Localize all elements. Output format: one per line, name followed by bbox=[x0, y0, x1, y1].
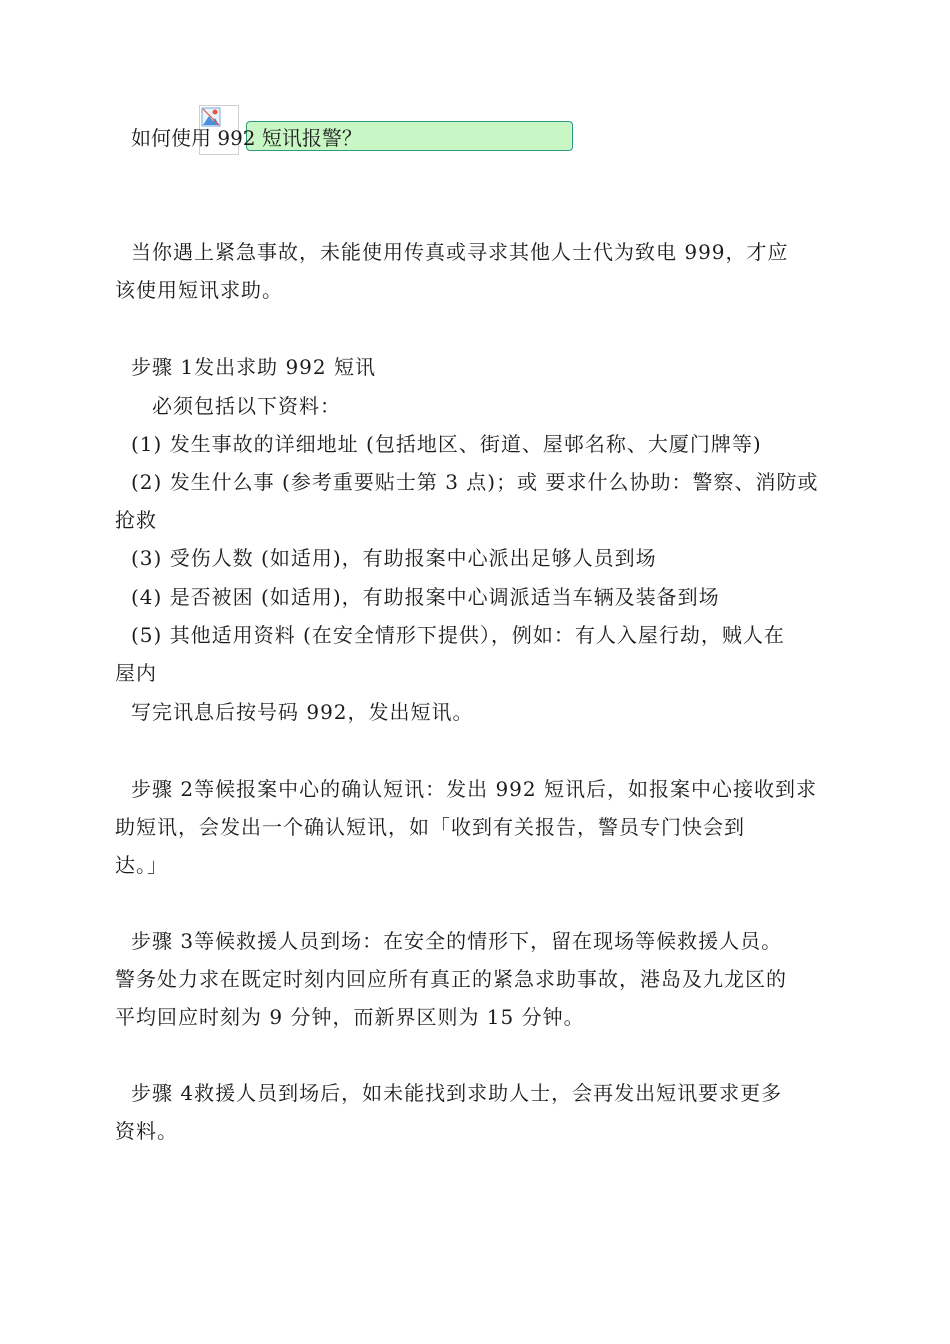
step1-item bbox=[115, 463, 840, 539]
step1-after: 写完讯息后按号码 992，发出短讯。 bbox=[131, 700, 474, 724]
item-line: 抢救 bbox=[115, 508, 157, 532]
item-line: (1) 发生事故的详细地址 (包括地区、街道、屋邨名称、大厦门牌等) bbox=[131, 432, 762, 456]
item-line: 屋内 bbox=[115, 661, 157, 685]
intro-line: 当你遇上紧急事故，未能使用传真或寻求其他人士代为致电 999，才应 bbox=[131, 240, 789, 264]
step2-line: 助短讯，会发出一个确认短讯，如「收到有关报告，警员专门快会到 bbox=[115, 815, 745, 839]
step3-line: 平均回应时刻为 9 分钟，而新界区则为 15 分钟。 bbox=[115, 1005, 585, 1029]
step4-line: 资料。 bbox=[115, 1119, 178, 1143]
step1-item bbox=[115, 616, 840, 692]
step3-paragraph bbox=[115, 922, 840, 1036]
item-line: (2) 发生什么事 (参考重要贴士第 3 点)；或 要求什么协助：警察、消防或 bbox=[131, 470, 819, 494]
step3-line: 警务处力求在既定时刻内回应所有真正的紧急求助事故，港岛及九龙区的 bbox=[115, 967, 787, 991]
step3-line: 步骤 3等候救援人员到场：在安全的情形下，留在现场等候救援人员。 bbox=[131, 929, 783, 953]
item-line: (3) 受伤人数 (如适用)，有助报案中心派出足够人员到场 bbox=[131, 546, 657, 570]
step2-paragraph bbox=[115, 770, 840, 884]
step1-must-include: 必须包括以下资料： bbox=[152, 394, 341, 418]
item-line: (4) 是否被困 (如适用)，有助报案中心调派适当车辆及装备到场 bbox=[131, 585, 720, 609]
item-line: (5) 其他适用资料 (在安全情形下提供），例如：有人入屋行劫，贼人在 bbox=[131, 623, 785, 647]
intro-paragraph bbox=[115, 233, 840, 309]
step1-heading: 步骤 1发出求助 992 短讯 bbox=[131, 355, 376, 379]
step2-line: 达。」 bbox=[115, 853, 168, 877]
page-title: 如何使用 992 短讯报警？ bbox=[131, 126, 362, 150]
step4-paragraph bbox=[115, 1074, 840, 1150]
step1-item bbox=[115, 425, 840, 463]
step1-item bbox=[115, 539, 840, 577]
intro-line: 该使用短讯求助。 bbox=[115, 278, 283, 302]
step4-line: 步骤 4救援人员到场后，如未能找到求助人士，会再发出短讯要求更多 bbox=[131, 1081, 783, 1105]
step2-line: 步骤 2等候报案中心的确认短讯：发出 992 短讯后，如报案中心接收到求 bbox=[131, 777, 817, 801]
step1-item bbox=[115, 578, 840, 616]
